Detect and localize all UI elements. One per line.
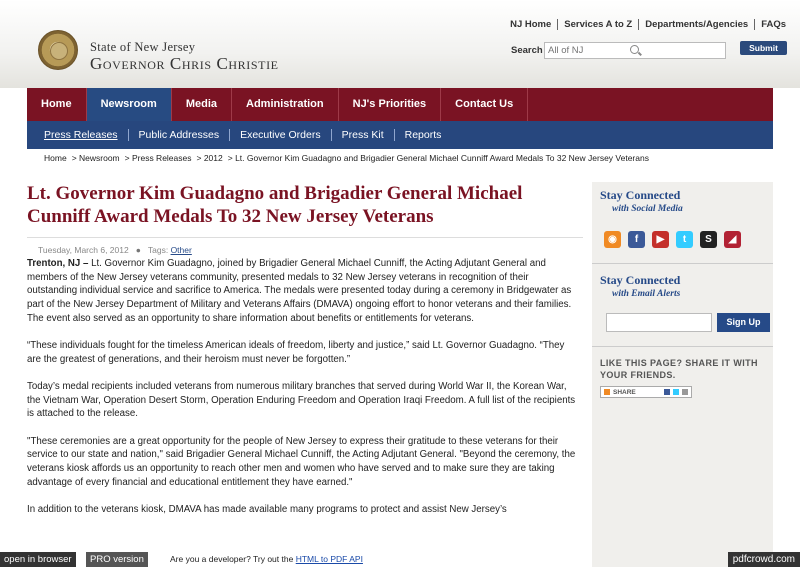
- divider: [592, 263, 773, 264]
- email-field[interactable]: [606, 313, 712, 332]
- brand-state[interactable]: State of New Jersey: [90, 40, 196, 54]
- breadcrumb-current: > Lt. Governor Kim Guadagno and Brigadier General Michael Cunniff Award Medals To 32 New Jersey Veterans: [227, 153, 649, 163]
- paragraph: "These ceremonies are a great opportunity for the people of New Jersey to express their gratitude to these veterans for their service to our state and nation," said Brigadier General Michael Cunniff, the Acting Adjutant General. "Beyond the ceremony, the veterans kiosk affords us an opportunity to reach other men and women who have served and to make sure they are taking advantage of every financial and educational entitlement they have earned.": [27, 435, 576, 488]
- nav-home[interactable]: Home: [27, 88, 87, 121]
- email-signup: [592, 313, 773, 332]
- facebook-icon[interactable]: f: [628, 231, 645, 248]
- twitter-icon[interactable]: t: [676, 231, 693, 248]
- pdfcrowd-footer: [0, 552, 800, 567]
- email-subtitle: with Email Alerts: [612, 289, 681, 299]
- paragraph: Today’s medal recipients included veterans from numerous military branches that served during World War II, the Korean War, the Vietnam War, Operation Desert Storm, Operation Enduring Freedom and Operation Iraqi Freedom. A full list of the recipients is attached to the release.: [27, 380, 576, 420]
- paragraph: In addition to the veterans kiosk, DMAVA has made available many programs to protect and assist New Jersey’s: [27, 503, 507, 515]
- article-date: Tuesday, March 6, 2012: [38, 245, 129, 255]
- nav-contact[interactable]: Contact Us: [441, 88, 528, 121]
- html-to-pdf-link[interactable]: HTML to PDF API: [295, 554, 363, 564]
- twitter-small-icon: [673, 389, 679, 395]
- nav-newsroom[interactable]: Newsroom: [87, 88, 172, 121]
- util-faqs[interactable]: FAQs: [754, 19, 792, 30]
- article: [27, 182, 583, 530]
- like-share-text: LIKE THIS PAGE? SHARE IT WITH YOUR FRIENDS.: [600, 358, 758, 380]
- share-label: SHARE: [613, 388, 636, 396]
- subnav-press-kit[interactable]: Press Kit: [332, 129, 395, 141]
- other-icon[interactable]: ◢: [724, 231, 741, 248]
- tags-label: Tags:: [147, 245, 169, 255]
- stay-connected-email-title: Stay Connected: [600, 273, 681, 287]
- social-subtitle: with Social Media: [612, 204, 683, 214]
- search-icon[interactable]: [630, 45, 639, 54]
- pdfcrowd-brand[interactable]: pdfcrowd.com: [728, 552, 800, 567]
- search-label: Search: [511, 45, 543, 56]
- stay-connected-title: Stay Connected: [600, 188, 681, 202]
- bullet-icon: ●: [135, 245, 141, 255]
- divider: [592, 346, 773, 347]
- paragraph: “These individuals fought for the timeless American ideals of freedom, liberty and justice,” said Lt. Governor Guadagno. “They are the greatest of generations, and their heroism must never be forgotten.”: [27, 340, 565, 365]
- breadcrumb-newsroom[interactable]: > Newsroom: [71, 153, 120, 163]
- share-button[interactable]: [600, 386, 692, 398]
- main-nav: [27, 88, 773, 121]
- signup-button[interactable]: Sign Up: [717, 313, 770, 332]
- facebook-small-icon: [664, 389, 670, 395]
- site-header: [0, 0, 800, 88]
- nav-priorities[interactable]: NJ's Priorities: [339, 88, 442, 121]
- utility-links: [504, 19, 792, 30]
- email-small-icon: [682, 389, 688, 395]
- tag-link[interactable]: Other: [170, 245, 192, 255]
- subnav-press-releases[interactable]: Press Releases: [34, 129, 129, 141]
- open-in-browser-button[interactable]: open in browser: [0, 552, 76, 567]
- breadcrumb: [44, 153, 654, 163]
- paragraph: [27, 257, 580, 326]
- util-services[interactable]: Services A to Z: [557, 19, 638, 30]
- paragraph-text: Lt. Governor Kim Guadagno, joined by Brigadier General Michael Cunniff, the Acting Adjutant General and members of the New Jersey veterans community, presented medals to 32 New Jersey veterans in recognition of their outstanding individual service and sacrifice to America. The medals were presented today during a ceremony in Bridgewater as part of the New Jersey Department of Military and Veterans Affairs (DMAVA) ongoing effort to honor veterans and their families. The event also served as an opportunity to share information about benefits or entitlements for veterans.: [27, 258, 572, 324]
- sub-nav: [27, 121, 773, 149]
- subnav-reports[interactable]: Reports: [404, 129, 442, 141]
- pro-version-button[interactable]: PRO version: [86, 552, 148, 567]
- subnav-public-addresses[interactable]: Public Addresses: [129, 129, 231, 141]
- youtube-icon[interactable]: ▶: [652, 231, 669, 248]
- article-title: Lt. Governor Kim Guadagno and Brigadier General Michael Cunniff Award Medals To 32 New Jersey Veterans: [27, 183, 523, 227]
- rss-icon[interactable]: ◉: [604, 231, 621, 248]
- subnav-executive-orders[interactable]: Executive Orders: [230, 129, 332, 141]
- nj-seal-logo[interactable]: [38, 30, 78, 70]
- breadcrumb-year[interactable]: > 2012: [196, 153, 223, 163]
- sidebar: [592, 182, 773, 567]
- breadcrumb-home[interactable]: Home: [44, 153, 67, 163]
- nav-administration[interactable]: Administration: [232, 88, 339, 121]
- nav-media[interactable]: Media: [172, 88, 232, 121]
- article-body: [27, 257, 583, 517]
- dateline: Trenton, NJ –: [27, 258, 89, 269]
- util-departments[interactable]: Departments/Agencies: [638, 19, 754, 30]
- breadcrumb-press-releases[interactable]: > Press Releases: [124, 153, 192, 163]
- developer-message: [170, 554, 363, 564]
- social-icons: [592, 231, 773, 248]
- brand-governor[interactable]: Governor Chris Christie: [90, 54, 279, 73]
- submit-button[interactable]: Submit: [740, 41, 787, 55]
- util-nj-home[interactable]: NJ Home: [510, 19, 552, 30]
- share-plus-icon: [604, 389, 610, 395]
- developer-message-text: Are you a developer? Try out the: [170, 554, 294, 564]
- scribd-icon[interactable]: S: [700, 231, 717, 248]
- article-meta: [27, 237, 583, 257]
